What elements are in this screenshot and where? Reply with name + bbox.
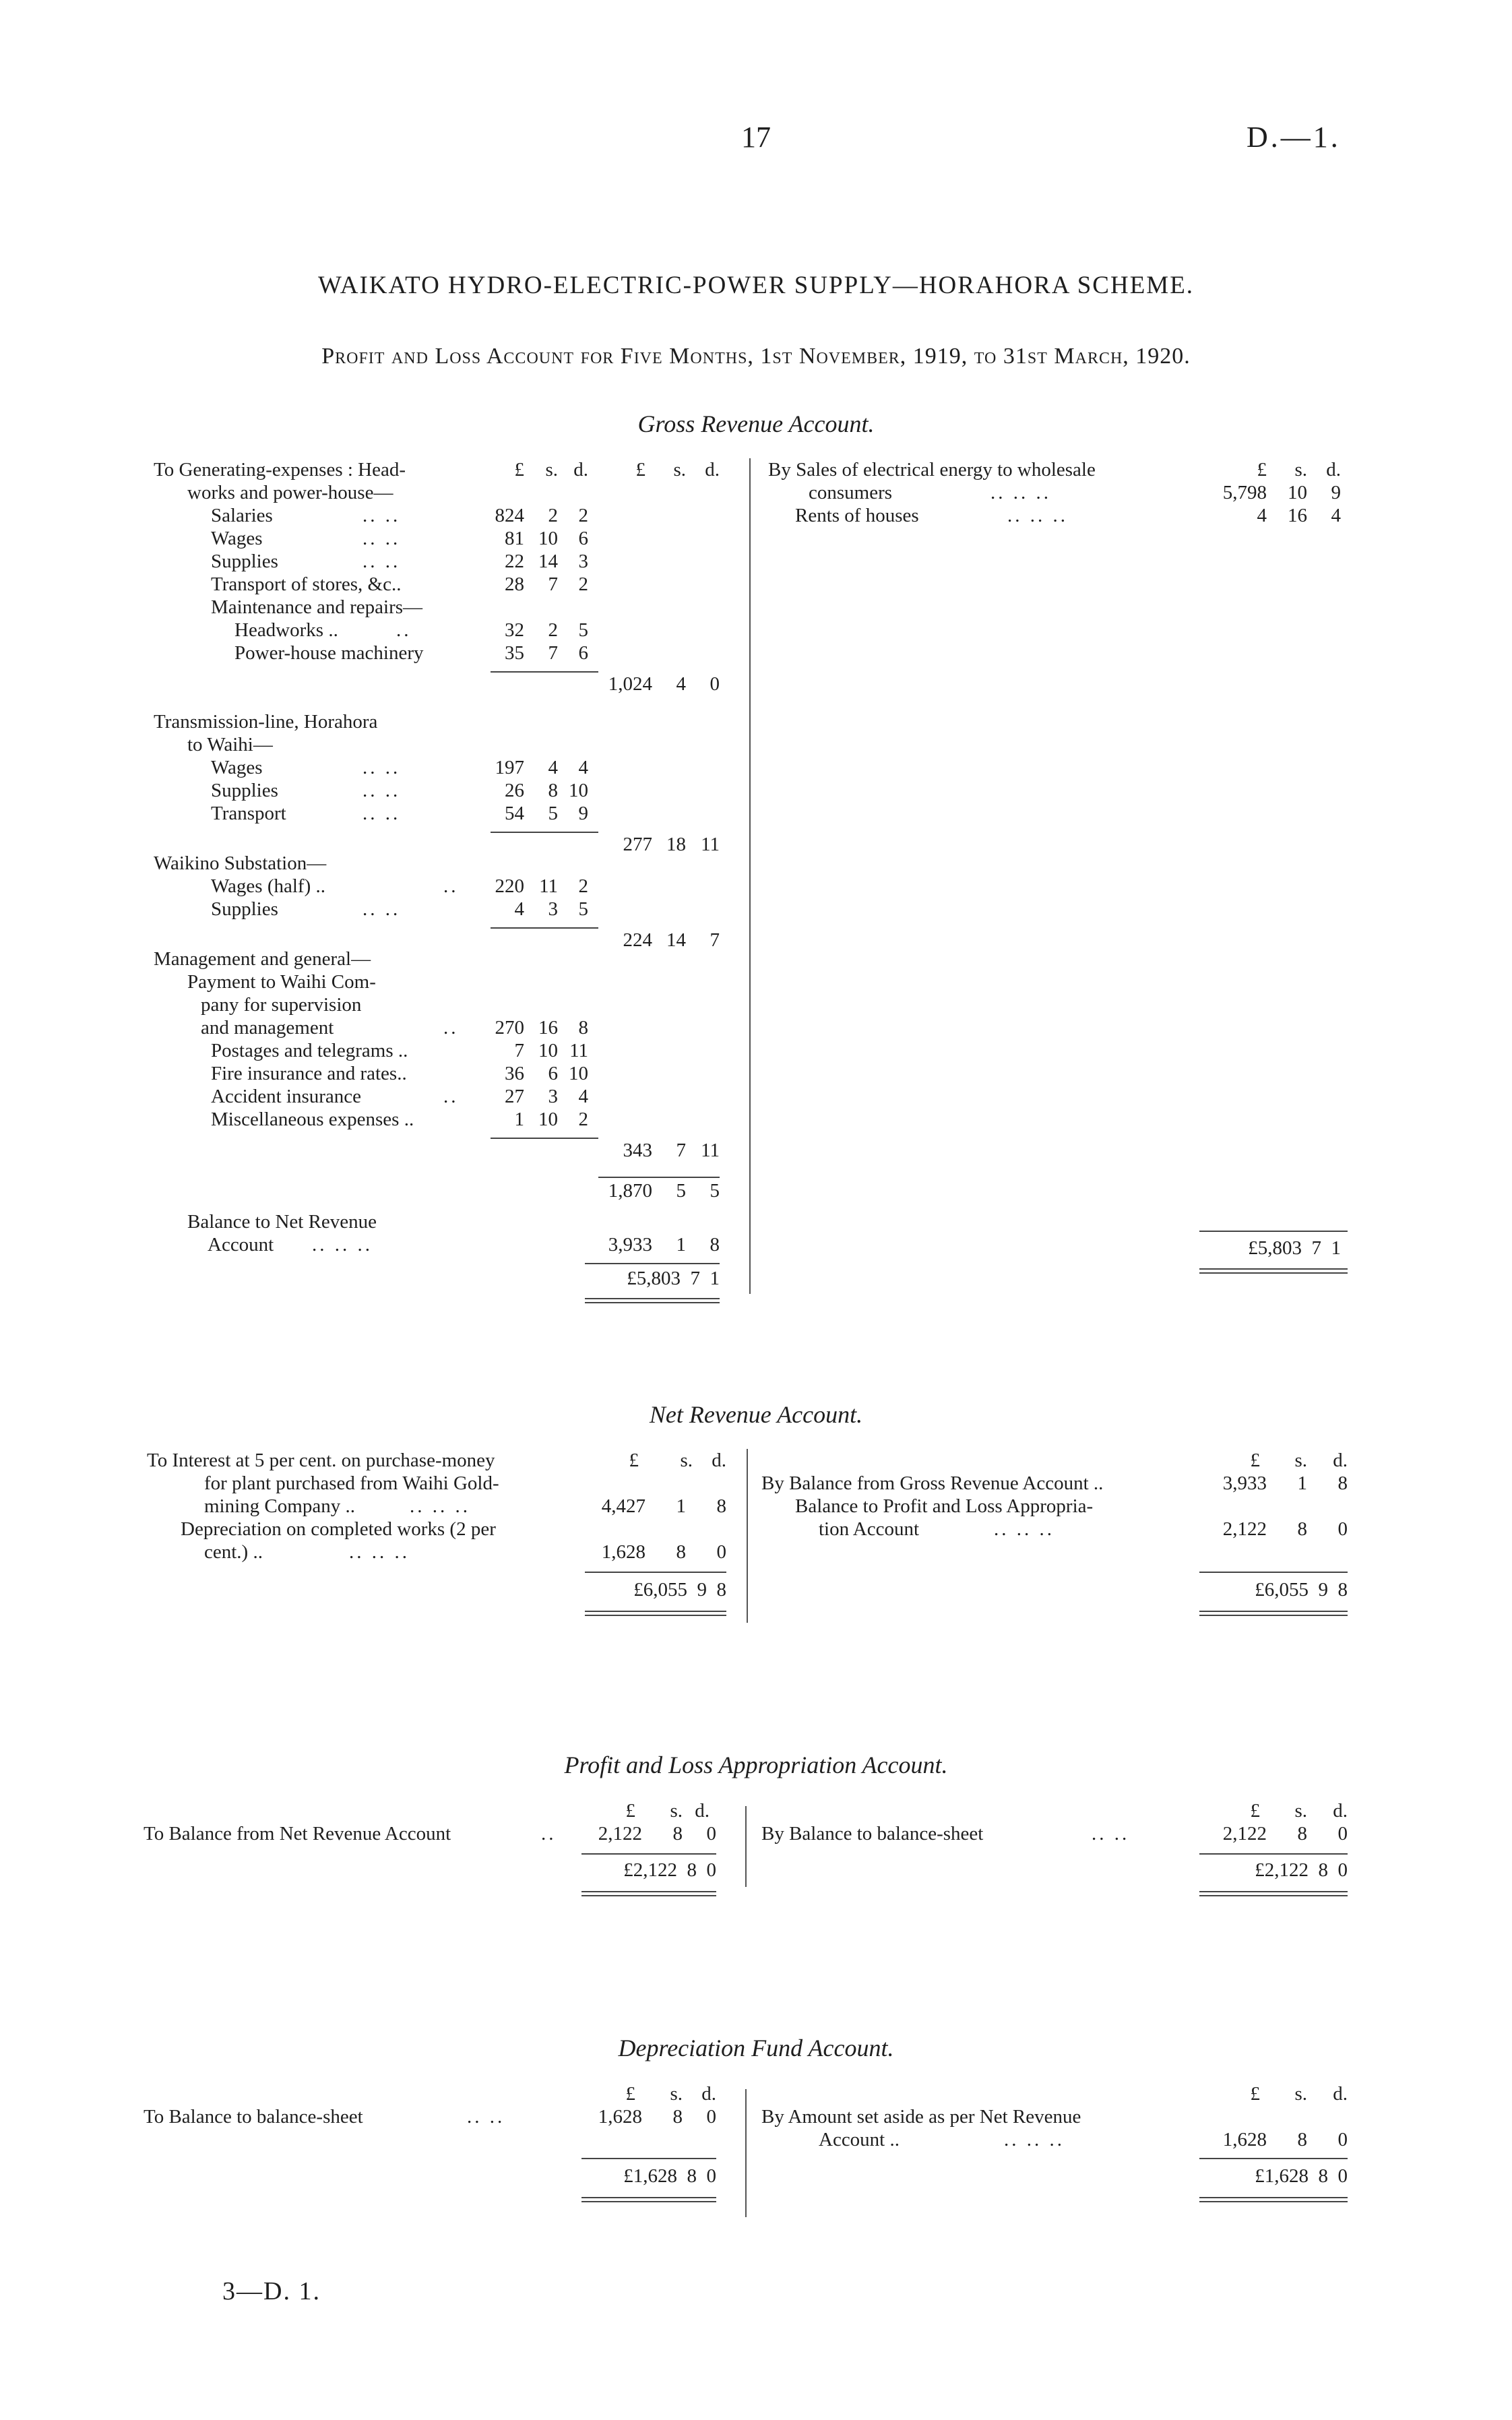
item-label: Transport of stores, &c.. (211, 573, 402, 595)
appropriation-credit-total-row (761, 1853, 1354, 1881)
item-label: Wages (211, 528, 263, 549)
ledger-row: Accident insurance .. 27 3 4 (211, 1086, 588, 1107)
gross-col2-shilling-symbol: s. (673, 459, 686, 480)
pence-value: 9 (578, 803, 588, 824)
shillings-value: 8 (672, 1823, 683, 1844)
item-label: Supplies (211, 551, 278, 572)
gross-col2-pound-symbol: £ (635, 459, 645, 480)
ledger-row: Headworks .. .. 32 2 5 (234, 619, 588, 641)
shillings-value: 3 (548, 1086, 558, 1107)
item-label: Miscellaneous expenses .. (211, 1109, 414, 1130)
shillings-value: 2 (548, 619, 558, 641)
net-debit-column (147, 1449, 740, 1601)
pounds-value: 824 (495, 505, 524, 526)
pounds-value: 7 (514, 1040, 524, 1061)
pence-value: 0 (706, 2106, 716, 2128)
pence-value: 8 (716, 1495, 726, 1517)
maintenance-heading: Maintenance and repairs— (211, 596, 423, 618)
net-debit-line-4: Depreciation on completed works (2 per (181, 1518, 496, 1540)
subtotal-row (154, 825, 740, 855)
net-credit-line-2: Balance to Profit and Loss Appropria- (795, 1495, 1094, 1517)
appropriation-debit-column (144, 1799, 736, 1881)
item-label: Transport (211, 803, 286, 824)
net-debit-line-1: To Interest at 5 per cent. on purchase-money (147, 1450, 495, 1471)
pence-symbol: d. (1333, 2083, 1348, 2105)
ledger-row: cent.) .. .. .. .. 1,628 8 0 (204, 1541, 726, 1563)
ledger-row: By Balance to balance-sheet .. .. 2,122 8 0 (761, 1823, 1348, 1844)
depreciation-column-divider (745, 2089, 747, 2217)
grand-total: £6,055 9 8 (1255, 1579, 1348, 1601)
shillings-value: 7 (548, 642, 558, 664)
pounds-value: 32 (505, 619, 524, 641)
pence-value: 5 (578, 619, 588, 641)
shillings-value: 5 (548, 803, 558, 824)
credit-header-row (761, 1449, 1354, 1472)
pounds-value: 26 (505, 780, 524, 801)
net-credit-total-row (761, 1572, 1354, 1601)
pounds-value: 4,427 (601, 1495, 645, 1517)
pence-value: 2 (578, 505, 588, 526)
item-label: Headworks .. (234, 619, 338, 641)
depreciation-credit-line-1: By Amount set aside as per Net Revenue (761, 2106, 1081, 2128)
ledger-row (154, 1039, 740, 1062)
pounds-value: 197 (495, 757, 524, 778)
net-debit-line-3: mining Company .. (204, 1495, 355, 1517)
subtotal-row (154, 1131, 740, 1161)
ledger-row: consumers .. .. .. 5,798 10 9 (809, 482, 1341, 503)
pence-value: 5 (710, 1180, 720, 1202)
shilling-symbol: s. (1294, 1450, 1307, 1471)
pence-value: 6 (578, 528, 588, 549)
item-label: Accident insurance (211, 1086, 362, 1107)
net-credit-column (761, 1449, 1354, 1601)
pence-value: 0 (1337, 1823, 1348, 1844)
item-label: Wages (211, 757, 263, 778)
pence-value: 11 (701, 834, 720, 855)
net-credit-line-3: tion Account (819, 1518, 920, 1540)
item-label: Supplies (211, 780, 278, 801)
ledger-row (761, 1472, 1354, 1495)
management-payment-line-3: and management (201, 1017, 334, 1038)
pence-value: 0 (1337, 1518, 1348, 1540)
credit-line-2: consumers (809, 482, 893, 503)
ledger-row: tion Account .. .. .. 2,122 8 0 (819, 1518, 1348, 1540)
ledger-row: Wages .. .. 197 4 4 (211, 757, 588, 778)
ledger-row: mining Company .. .. .. .. 4,427 1 8 (204, 1495, 726, 1517)
credit-line-1: By Sales of electrical energy to wholesale (768, 459, 1096, 480)
shillings-value: 8 (676, 1541, 686, 1563)
subtotal-rule (491, 832, 598, 833)
pence-value: 11 (569, 1040, 588, 1061)
pence-symbol: d. (1333, 1800, 1348, 1822)
shillings-value: 1 (676, 1495, 686, 1517)
ledger-row (154, 573, 740, 596)
depreciation-debit-total-row (144, 2158, 736, 2187)
grand-total: £5,803 7 1 (627, 1268, 720, 1289)
pence-value: 0 (1337, 2129, 1348, 2150)
shillings-value: 1 (1297, 1472, 1307, 1494)
shillings-value: 10 (538, 528, 558, 549)
pounds-value: 1,024 (608, 673, 652, 695)
grand-total: £6,055 9 8 (633, 1579, 726, 1601)
pence-value: 5 (578, 898, 588, 920)
shillings-value: 8 (1297, 2129, 1307, 2150)
item-label: Wages (half) .. (211, 875, 325, 897)
depreciation-debit-column (144, 2082, 736, 2187)
pounds-value: 35 (505, 642, 524, 664)
management-heading: Management and general— (154, 948, 371, 970)
grand-total: £2,122 8 0 (623, 1859, 716, 1881)
shillings-value: 3 (548, 898, 558, 920)
net-debit-line-5: cent.) .. (204, 1541, 263, 1563)
shillings-value: 7 (548, 573, 558, 595)
pounds-value: 277 (623, 834, 652, 855)
appropriation-credit-label: By Balance to balance-sheet (761, 1823, 984, 1844)
pence-symbol: d. (695, 1800, 710, 1822)
page-number: 17 (741, 121, 771, 154)
shillings-value: 10 (1288, 482, 1307, 503)
pounds-value: 220 (495, 875, 524, 897)
pence-value: 11 (701, 1140, 720, 1161)
sub-title: Profit and Loss Account for Five Months, 1st November, 1919, to 31st March, 1920. (321, 344, 1191, 369)
appropriation-debit-total-row (144, 1853, 736, 1881)
appropriation-title: Profit and Loss Appropriation Account. (564, 1751, 948, 1778)
gross-col1-shilling-symbol: s. (545, 459, 558, 480)
pounds-value: 1 (514, 1109, 524, 1130)
balance-label-1: Balance to Net Revenue (187, 1211, 377, 1233)
shillings-value: 16 (538, 1017, 558, 1038)
pound-symbol: £ (625, 2083, 635, 2105)
depreciation-credit-line-2: Account .. (819, 2129, 900, 2150)
currency-header-row (144, 2082, 736, 2105)
net-revenue-title: Net Revenue Account. (649, 1401, 863, 1428)
ledger-row: To Balance to balance-sheet .. .. 1,628 8 0 (144, 2106, 716, 2128)
grand-total: £5,803 7 1 (1248, 1237, 1341, 1259)
pence-value: 2 (578, 875, 588, 897)
document-reference: D.—1. (1247, 121, 1341, 154)
transmission-heading-2: to Waihi— (187, 734, 273, 755)
net-debit-line-2: for plant purchased from Waihi Gold- (204, 1472, 499, 1494)
shillings-value: 14 (666, 929, 686, 951)
shilling-symbol: s. (670, 2083, 683, 2105)
shilling-symbol: s. (670, 1800, 683, 1822)
pence-value: 10 (569, 1063, 588, 1084)
grand-total: £1,628 8 0 (1255, 2165, 1348, 2187)
management-payment-line-1: Payment to Waihi Com- (187, 971, 376, 993)
pence-value: 0 (710, 673, 720, 695)
balance-label-2: Account (208, 1234, 274, 1255)
item-label: Postages and telegrams .. (211, 1040, 408, 1061)
depreciation-credit-total-row (761, 2158, 1354, 2187)
pence-value: 8 (710, 1234, 720, 1255)
total-rule (598, 1177, 720, 1178)
pounds-value: 270 (495, 1017, 524, 1038)
pounds-value: 54 (505, 803, 524, 824)
item-label: Supplies (211, 898, 278, 920)
pence-value: 3 (578, 551, 588, 572)
gross-generating-heading-1: To Generating-expenses : Head- (154, 459, 406, 480)
pound-symbol: £ (1250, 2083, 1260, 2105)
shillings-value: 10 (538, 1040, 558, 1061)
pound-symbol: £ (629, 1450, 639, 1471)
pence-value: 8 (1337, 1472, 1348, 1494)
shilling-symbol: s. (1294, 459, 1307, 480)
pounds-value: 36 (505, 1063, 524, 1084)
pence-value: 0 (716, 1541, 726, 1563)
ledger-row: Transport .. .. 54 5 9 (211, 803, 588, 824)
pence-value: 9 (1331, 482, 1341, 503)
management-payment-line-2: pany for supervision (201, 994, 362, 1016)
ledger-row: Wages .. .. 81 10 6 (211, 528, 588, 549)
grand-total: £1,628 8 0 (623, 2165, 716, 2187)
ledger-row (154, 642, 740, 664)
pence-symbol: d. (1333, 1450, 1348, 1471)
credit-header-row (768, 458, 1361, 481)
currency-header-row (761, 2082, 1354, 2105)
gross-col1-pence-symbol: d. (573, 459, 588, 480)
shillings-value: 1 (676, 1234, 686, 1255)
pounds-value: 343 (623, 1140, 652, 1161)
pound-symbol: £ (1257, 459, 1267, 480)
pence-value: 4 (578, 1086, 588, 1107)
gross-generating-heading-row (154, 458, 740, 481)
pence-symbol: d. (701, 2083, 716, 2105)
subtotal-row (154, 664, 740, 695)
pounds-value: 4 (514, 898, 524, 920)
net-credit-line-1: By Balance from Gross Revenue Account .. (761, 1472, 1104, 1494)
ledger-row: To Balance from Net Revenue Account .. 2,122 8 0 (144, 1823, 716, 1844)
balance-row: Account .. .. .. 3,933 1 8 (208, 1234, 720, 1255)
shillings-value: 8 (672, 2106, 683, 2128)
pence-value: 6 (578, 642, 588, 664)
ledger-row: and management .. 270 16 8 (201, 1017, 588, 1038)
gross-col2-pence-symbol: d. (705, 459, 720, 480)
expenses-total-row (154, 1177, 740, 1200)
pounds-value: 27 (505, 1086, 524, 1107)
depreciation-title: Depreciation Fund Account. (618, 2035, 894, 2061)
pounds-value: 224 (623, 929, 652, 951)
shillings-value: 6 (548, 1063, 558, 1084)
ledger-row (147, 1449, 740, 1472)
pounds-value: 2,122 (1222, 1823, 1267, 1844)
pounds-value: 2,122 (598, 1823, 642, 1844)
pence-value: 0 (706, 1823, 716, 1844)
pound-symbol: £ (1250, 1450, 1260, 1471)
shilling-symbol: s. (680, 1450, 693, 1471)
transmission-heading-1: Transmission-line, Horahora (154, 711, 378, 733)
shillings-value: 5 (676, 1180, 686, 1202)
currency-header-row (144, 1799, 736, 1822)
currency-header-row (761, 1799, 1354, 1822)
gross-debit-total-row (154, 1263, 740, 1289)
ledger-row (154, 1062, 740, 1085)
net-column-divider (747, 1449, 748, 1623)
pound-symbol: £ (1250, 1800, 1260, 1822)
item-label: Fire insurance and rates.. (211, 1063, 407, 1084)
shillings-value: 14 (538, 551, 558, 572)
gross-revenue-title: Gross Revenue Account. (637, 410, 875, 437)
pounds-value: 3,933 (1222, 1472, 1267, 1494)
gross-column-divider (749, 458, 751, 1294)
shillings-value: 4 (676, 673, 686, 695)
pounds-value: 1,870 (608, 1180, 652, 1202)
net-debit-total-row (147, 1572, 740, 1601)
pounds-value: 4 (1257, 505, 1267, 526)
ledger-row (154, 1108, 740, 1131)
item-label: Power-house machinery (234, 642, 424, 664)
shilling-symbol: s. (1294, 1800, 1307, 1822)
subtotal-row (154, 921, 740, 951)
pounds-value: 1,628 (1222, 2129, 1267, 2150)
waikino-heading: Waikino Substation— (154, 852, 327, 874)
pence-symbol: d. (712, 1450, 726, 1471)
subtotal-rule (491, 1138, 598, 1139)
shillings-value: 16 (1288, 505, 1307, 526)
pence-value: 4 (578, 757, 588, 778)
item-label: Salaries (211, 505, 273, 526)
shillings-value: 2 (548, 505, 558, 526)
appropriation-column-divider (745, 1806, 747, 1887)
credit-line-3: Rents of houses (795, 505, 919, 526)
pounds-value: 2,122 (1222, 1518, 1267, 1540)
gross-col1-pound-symbol: £ (514, 459, 524, 480)
shilling-symbol: s. (1294, 2083, 1307, 2105)
ledger-row: Supplies .. .. 26 8 10 (211, 780, 588, 801)
depreciation-debit-label: To Balance to balance-sheet (144, 2106, 363, 2128)
footer-signature: 3—D. 1. (222, 2277, 321, 2305)
pounds-value: 5,798 (1222, 482, 1267, 503)
gross-generating-heading-2: works and power-house— (187, 482, 393, 503)
main-title: WAIKATO HYDRO-ELECTRIC-POWER SUPPLY—HORAHORA SCHEME. (317, 272, 1195, 299)
shillings-value: 11 (539, 875, 558, 897)
grand-total: £2,122 8 0 (1255, 1859, 1348, 1881)
ledger-row: Rents of houses .. .. .. 4 16 4 (795, 505, 1341, 526)
pounds-value: 1,628 (601, 1541, 645, 1563)
subtotal-rule (491, 927, 598, 929)
pence-value: 7 (710, 929, 720, 951)
pence-symbol: d. (1326, 459, 1341, 480)
subtotal-rule (491, 671, 598, 673)
shillings-value: 8 (1297, 1823, 1307, 1844)
pence-value: 2 (578, 573, 588, 595)
pence-value: 4 (1331, 505, 1341, 526)
ledger-row: Supplies .. .. 4 3 5 (211, 898, 588, 920)
gross-debit-column (154, 458, 740, 1289)
ledger-row: Salaries .. .. 824 2 2 (211, 505, 588, 526)
ledger-row: Wages (half) .. .. 220 11 2 (211, 875, 588, 897)
pounds-value: 28 (505, 573, 524, 595)
appropriation-credit-column (761, 1799, 1354, 1881)
pounds-value: 3,933 (608, 1234, 652, 1255)
shillings-value: 8 (1297, 1518, 1307, 1540)
shillings-value: 18 (666, 834, 686, 855)
pounds-value: 1,628 (598, 2106, 642, 2128)
shillings-value: 4 (548, 757, 558, 778)
shillings-value: 8 (548, 780, 558, 801)
shillings-value: 7 (676, 1140, 686, 1161)
gross-credit-column (768, 458, 1361, 527)
pounds-value: 22 (505, 551, 524, 572)
pence-value: 2 (578, 1109, 588, 1130)
depreciation-credit-column (761, 2082, 1354, 2187)
ledger-row: Supplies .. .. 22 14 3 (211, 551, 588, 572)
appropriation-debit-label: To Balance from Net Revenue Account (144, 1823, 451, 1844)
pound-symbol: £ (625, 1800, 635, 1822)
pence-value: 8 (578, 1017, 588, 1038)
shillings-value: 10 (538, 1109, 558, 1130)
pounds-value: 81 (505, 528, 524, 549)
ledger-row: Account .. .. .. .. 1,628 8 0 (819, 2129, 1348, 2150)
pence-value: 10 (569, 780, 588, 801)
